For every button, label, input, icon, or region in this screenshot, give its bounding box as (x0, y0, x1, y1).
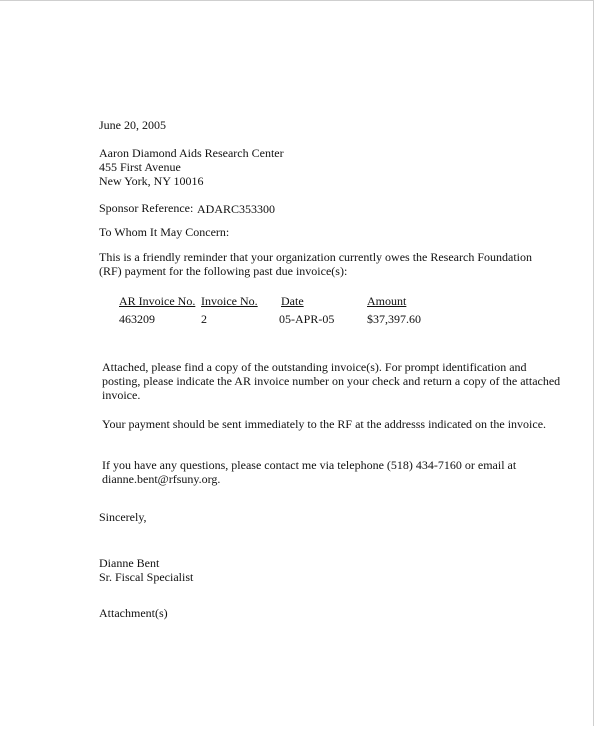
recipient-name: Aaron Diamond Aids Research Center (99, 146, 284, 160)
column-header-amount: Amount (367, 294, 407, 308)
payment-instruction: Your payment should be sent immediately to the RF at the addresss indicated on the invoice. (102, 417, 547, 431)
column-header-invoice-no: Invoice No. (201, 294, 258, 308)
cell-ar-invoice: 463209 (119, 312, 155, 326)
signer-name: Dianne Bent (99, 556, 160, 570)
recipient-address-line1: 455 First Avenue (99, 160, 181, 174)
attached-line-1: Attached, please find a copy of the outstanding invoice(s). For prompt identification and (102, 360, 527, 374)
sponsor-reference-value: ADARC353300 (197, 202, 276, 216)
questions-line-1: If you have any questions, please contact me via telephone (518) 434-7160 or email at (102, 458, 517, 472)
questions-line-2: dianne.bent@rfsuny.org. (102, 472, 221, 486)
attached-line-3: invoice. (102, 388, 141, 402)
letter-date: June 20, 2005 (99, 118, 166, 132)
recipient-address-line2: New York, NY 10016 (99, 174, 204, 188)
closing: Sincerely, (99, 510, 147, 524)
column-header-ar-invoice: AR Invoice No. (119, 294, 196, 308)
column-header-date: Date (281, 294, 304, 308)
salutation: To Whom It May Concern: (99, 225, 230, 239)
attachment-note: Attachment(s) (99, 606, 168, 620)
signer-title: Sr. Fiscal Specialist (99, 570, 194, 584)
cell-amount: $37,397.60 (367, 312, 421, 326)
cell-date: 05-APR-05 (279, 312, 335, 326)
intro-line-2: (RF) payment for the following past due invoice(s): (99, 264, 348, 278)
cell-invoice-no: 2 (201, 312, 207, 326)
attached-line-2: posting, please indicate the AR invoice number on your check and return a copy of the attached (102, 374, 561, 388)
intro-line-1: This is a friendly reminder that your organization currently owes the Research Foundation (99, 250, 532, 264)
sponsor-reference-label: Sponsor Reference: (99, 201, 194, 215)
